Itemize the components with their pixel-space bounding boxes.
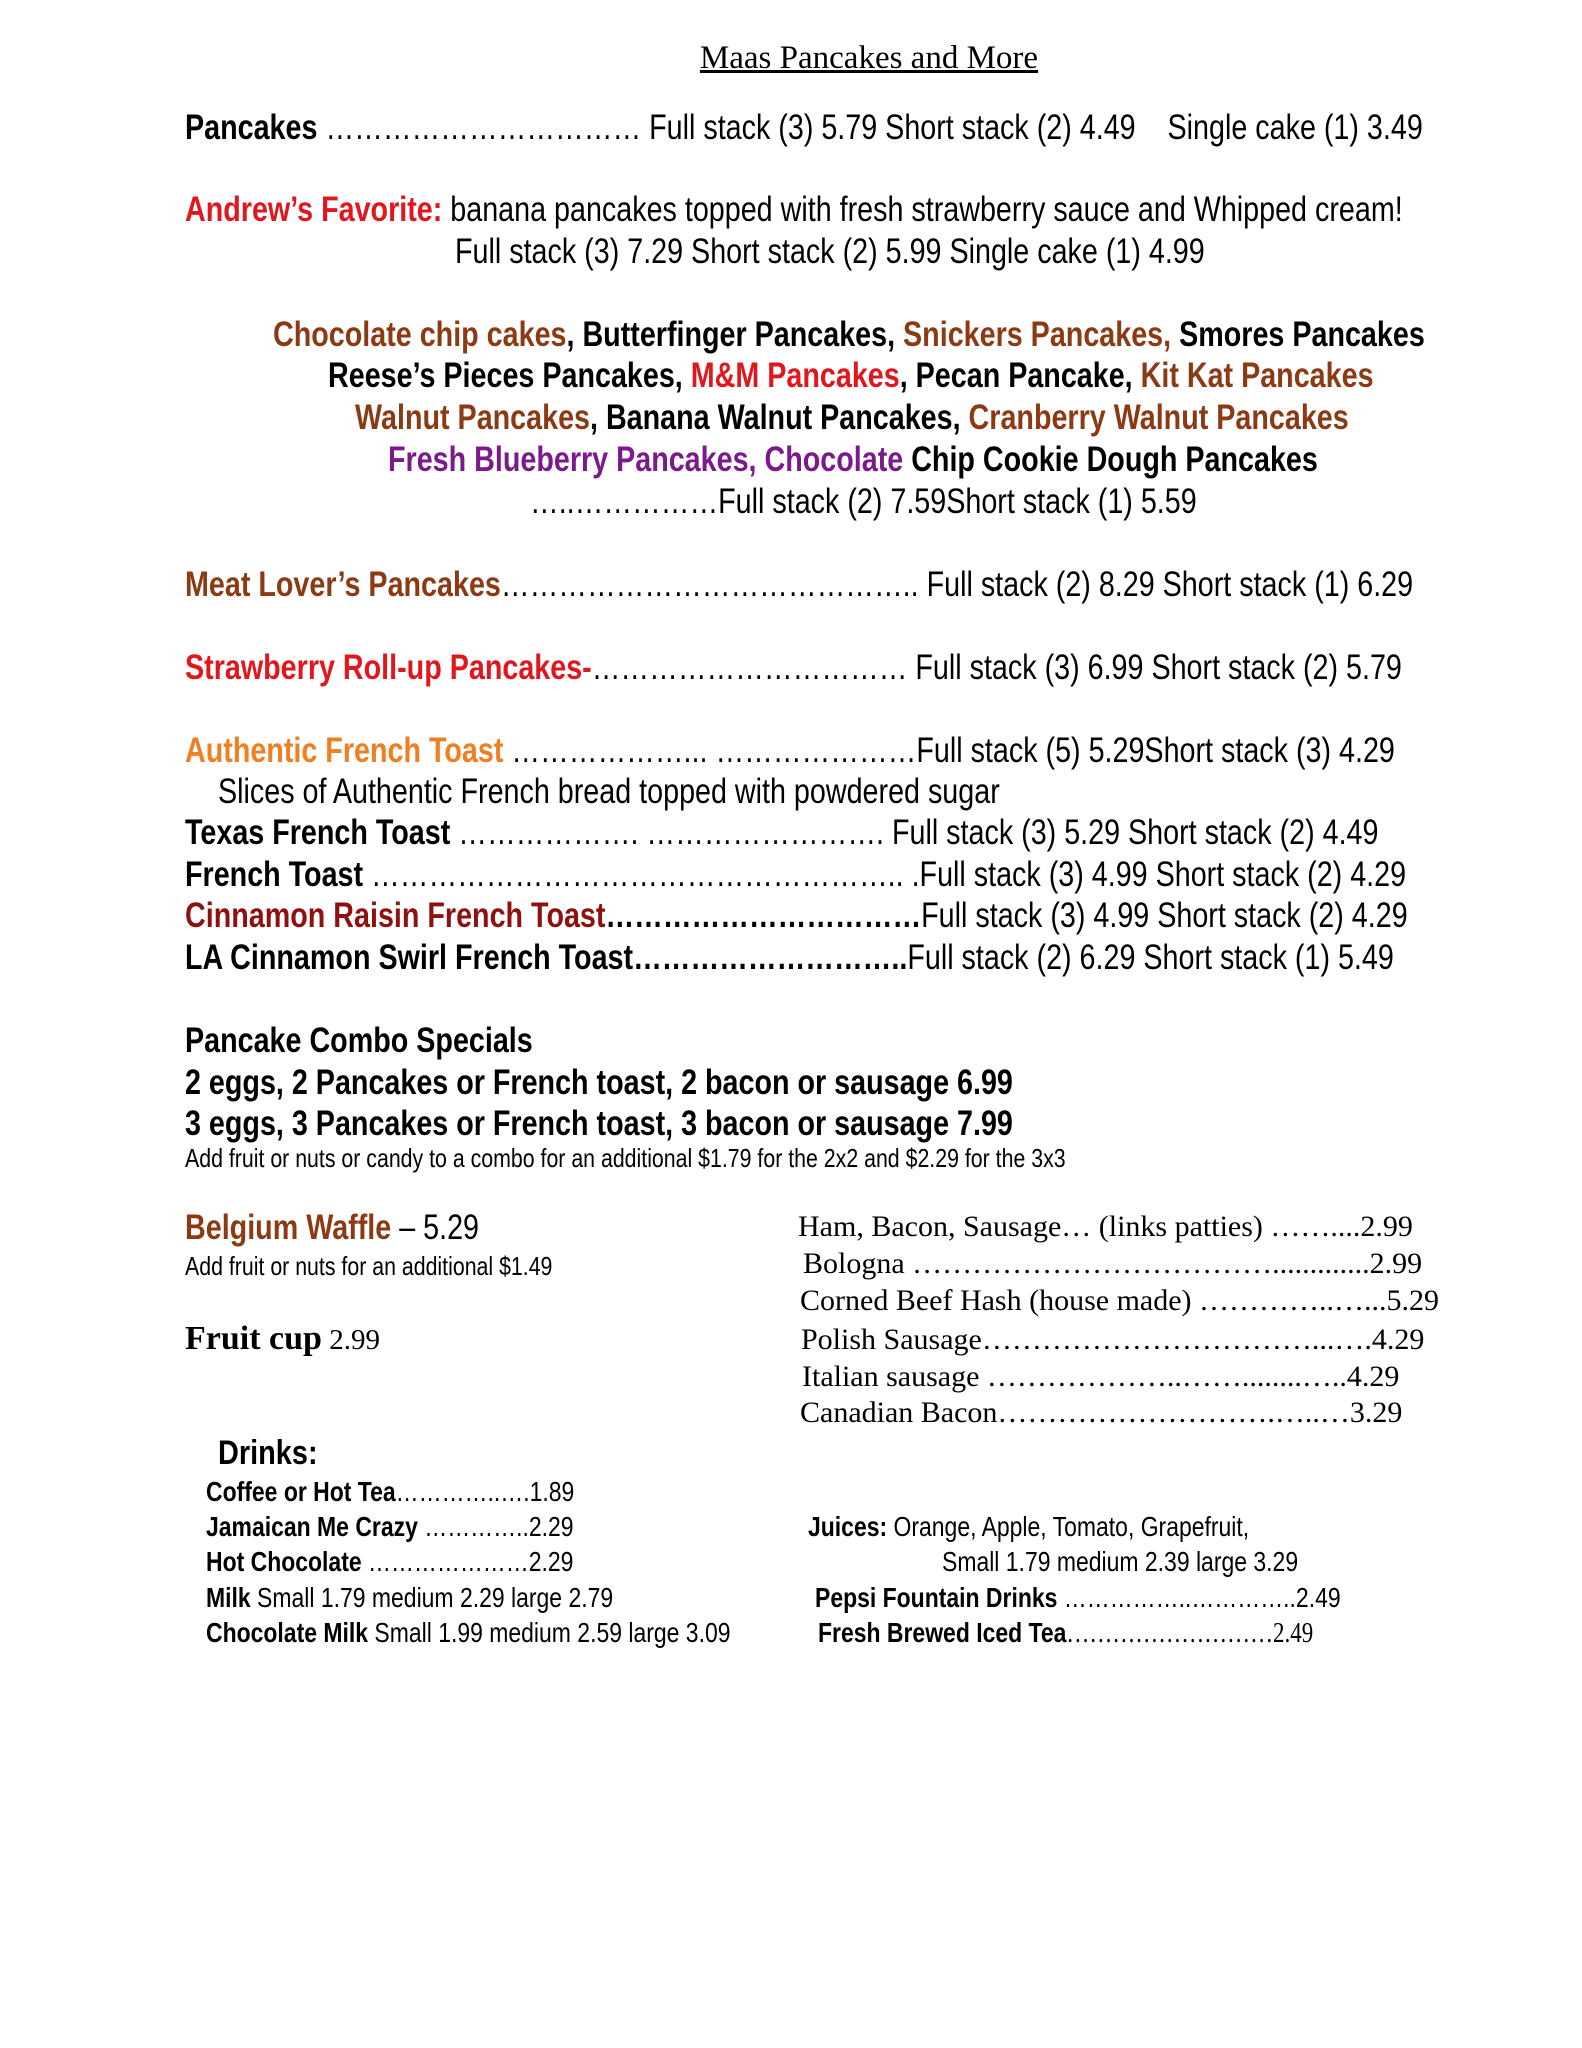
- specialty-sep: ,: [674, 356, 691, 395]
- banana-walnut-pancakes: , Banana Walnut Pancakes: [590, 398, 953, 437]
- drink-pepsi-price: ……………..…………..2.49: [1057, 1582, 1341, 1613]
- drink-juices-row: [808, 1511, 1346, 1543]
- combo-line-2: 3 eggs, 3 Pancakes or French toast, 3 bacon or sausage 7.99: [185, 1104, 1013, 1143]
- drink-juices-name: Juices:: [808, 1511, 888, 1542]
- french-toast-name: French Toast: [185, 855, 364, 894]
- chocolate-chip-cakes: Chocolate chip cakes: [273, 315, 567, 354]
- strawberry-rollup-row: [185, 648, 1582, 688]
- drink-chocolate-milk-name: Chocolate Milk: [206, 1617, 369, 1648]
- specialty-line-1: [273, 315, 1582, 355]
- drink-coffee-row: [206, 1476, 655, 1508]
- drink-hot-chocolate-name: Hot Chocolate: [206, 1546, 362, 1577]
- drink-pepsi-row: [815, 1582, 1456, 1614]
- pancakes-row: [185, 108, 1582, 148]
- drink-milk-prices: Small 1.79 medium 2.29 large 2.79: [250, 1582, 614, 1613]
- pancakes-prices: Full stack (3) 5.79 Short stack (2) 4.49: [649, 108, 1136, 147]
- cranberry-walnut-pancakes: Cranberry Walnut Pancakes: [968, 398, 1349, 437]
- side-italian-sausage: Italian sausage ………………..……........…..4.29: [802, 1360, 1400, 1393]
- fruit-cup-price: 2.99: [321, 1324, 380, 1356]
- drink-milk-name: Milk: [206, 1582, 251, 1613]
- cinnamon-raisin-leader: ……………………………: [605, 896, 922, 935]
- specialty-line-2: [328, 356, 1582, 396]
- cinnamon-raisin-row: [185, 896, 1582, 936]
- fruit-cup-row: [185, 1320, 380, 1358]
- combo-note-row: [185, 1143, 1259, 1174]
- cinnamon-swirl-leader: ………………………..: [633, 938, 908, 977]
- drink-iced-tea-row: [818, 1617, 1422, 1650]
- cinnamon-raisin-name: Cinnamon Raisin French Toast: [185, 896, 606, 935]
- specialty-prices: …..……………Full stack (2) 7.59Short stack (1) 5.59: [530, 482, 1197, 521]
- cinnamon-swirl-row: [185, 938, 1582, 978]
- combo-line-1-row: [185, 1063, 1195, 1103]
- drink-pepsi-name: Pepsi Fountain Drinks: [815, 1582, 1058, 1613]
- cookie-dough-pancakes: Chip Cookie Dough Pancakes: [903, 440, 1318, 479]
- specialty-line-3: [355, 398, 1567, 438]
- combo-heading-row: [185, 1021, 609, 1061]
- walnut-pancakes: Walnut Pancakes: [355, 398, 591, 437]
- strawberry-rollup-prices: …………………………… Full stack (3) 6.99 Short stack (2) 5.79: [591, 648, 1402, 687]
- specialty-prices-row: [530, 482, 1343, 522]
- specialty-sep: ,: [887, 315, 904, 354]
- meat-lovers-prices: …………………………………….. Full stack (2) 8.29 Short stack (1) 6.29: [500, 565, 1414, 604]
- drink-coffee-price: …………..….1.89: [395, 1476, 575, 1507]
- strawberry-rollup-name: Strawberry Roll-up Pancakes-: [185, 648, 592, 687]
- meat-lovers-row: [185, 565, 1582, 605]
- menu-title: Maas Pancakes and More: [699, 40, 1039, 76]
- andrews-favorite-row: [185, 190, 1582, 230]
- drink-iced-tea-price: ………………………2.49: [1066, 1618, 1314, 1649]
- andrews-favorite-name: Andrew’s Favorite:: [185, 190, 443, 229]
- drink-jamaican-name: Jamaican Me Crazy: [206, 1511, 418, 1542]
- meat-lovers-name: Meat Lover’s Pancakes: [185, 565, 501, 604]
- authentic-french-toast-row: [185, 731, 1582, 771]
- fresh-blueberry-pancakes: Fresh Blueberry Pancakes, Chocolate: [388, 440, 904, 479]
- combo-line-2-row: [185, 1104, 1195, 1144]
- combo-line-1: 2 eggs, 2 Pancakes or French toast, 2 bacon or sausage 6.99: [185, 1063, 1013, 1102]
- pancakes-leader: ……………………………: [325, 108, 642, 147]
- drinks-heading: Drinks:: [218, 1434, 318, 1472]
- side-ham-bacon-sausage: Ham, Bacon, Sausage… (links patties) ……....2.99: [798, 1210, 1413, 1243]
- fruit-cup-name: Fruit cup: [185, 1320, 322, 1357]
- authentic-french-toast-name: Authentic French Toast: [185, 731, 504, 770]
- french-toast-prices: ……………………………………………….. .Full stack (3) 4.99 Short stack (2) 4.29: [363, 855, 1407, 894]
- authentic-french-toast-desc: Slices of Authentic French bread topped with powdered sugar: [218, 772, 1000, 811]
- drink-hot-chocolate-price: …………………2.29: [361, 1546, 574, 1577]
- drink-jamaican-row: [206, 1511, 654, 1543]
- waffle-row: [185, 1208, 544, 1248]
- drink-hot-chocolate-row: [206, 1546, 654, 1578]
- mm-pancakes: M&M Pancakes: [690, 356, 900, 395]
- french-toast-row: [185, 855, 1582, 895]
- texas-french-toast-name: Texas French Toast: [185, 813, 451, 852]
- andrews-favorite-prices: Full stack (3) 7.29 Short stack (2) 5.99 Single cake (1) 4.99: [455, 232, 1205, 271]
- specialty-sep: ,: [952, 398, 969, 437]
- drink-coffee-name: Coffee or Hot Tea: [206, 1476, 396, 1507]
- cinnamon-swirl-prices: Full stack (2) 6.29 Short stack (1) 5.49: [907, 938, 1394, 977]
- side-corned-beef-hash: Corned Beef Hash (house made) …………..…...5.29: [800, 1284, 1440, 1317]
- drink-juices-sizes: Small 1.79 medium 2.39 large 3.29: [942, 1546, 1299, 1577]
- snickers-pancakes: Snickers Pancakes,: [903, 315, 1172, 354]
- combo-note: Add fruit or nuts or candy to a combo for an additional $1.79 for the 2x2 and $2.29 for the 3x3: [185, 1143, 1066, 1173]
- waffle-name: Belgium Waffle: [185, 1208, 392, 1247]
- pecan-pancake: , Pecan Pancake,: [899, 356, 1141, 395]
- drink-jamaican-price: …………..2.29: [417, 1511, 574, 1542]
- authentic-french-toast-desc-row: [218, 772, 1171, 812]
- drink-milk-row: [206, 1582, 703, 1614]
- cinnamon-raisin-prices: Full stack (3) 4.99 Short stack (2) 4.29: [921, 896, 1408, 935]
- drink-chocolate-milk-row: [206, 1617, 846, 1649]
- smores-pancakes: Smores Pancakes: [1171, 315, 1425, 354]
- side-polish-sausage: Polish Sausage……………………………...….4.29: [801, 1323, 1425, 1356]
- drink-chocolate-milk-prices: Small 1.99 medium 2.59 large 3.09: [368, 1617, 731, 1648]
- combo-heading: Pancake Combo Specials: [185, 1021, 533, 1060]
- kit-kat-pancakes: Kit Kat Pancakes: [1140, 356, 1374, 395]
- side-bologna: Bologna ……………………………….............2.99: [803, 1247, 1423, 1280]
- drink-iced-tea-name: Fresh Brewed Iced Tea: [818, 1617, 1067, 1648]
- andrews-favorite-prices-row: [455, 232, 1369, 272]
- andrews-favorite-desc: banana pancakes topped with fresh strawberry sauce and Whipped cream!: [450, 190, 1403, 229]
- cinnamon-swirl-name: LA Cinnamon Swirl French Toast: [185, 938, 634, 977]
- waffle-note: Add fruit or nuts for an additional $1.49: [185, 1251, 553, 1281]
- pancakes-name: Pancakes: [185, 108, 318, 147]
- waffle-price: – 5.29: [391, 1208, 480, 1247]
- specialty-line-4: [388, 440, 1522, 480]
- drink-juices-sizes-row: [942, 1546, 1376, 1578]
- waffle-note-row: [185, 1251, 633, 1282]
- drinks-heading-row: [218, 1434, 335, 1473]
- authentic-french-toast-prices: ………………... …………………Full stack (5) 5.29Short stack (3) 4.29: [503, 731, 1395, 770]
- texas-french-toast-row: [185, 813, 1582, 853]
- butterfinger-pancakes: , Butterfinger Pancakes: [566, 315, 888, 354]
- side-canadian-bacon: Canadian Bacon……………………….…..…3.29: [800, 1396, 1403, 1429]
- reeses-pieces-pancakes: Reese’s Pieces Pancakes: [328, 356, 675, 395]
- pancakes-single: Single cake (1) 3.49: [1167, 108, 1423, 147]
- drink-juices-list: Orange, Apple, Tomato, Grapefruit,: [887, 1511, 1250, 1542]
- texas-french-toast-prices: ………………. ……………………. Full stack (3) 5.29 Short stack (2) 4.49: [450, 813, 1379, 852]
